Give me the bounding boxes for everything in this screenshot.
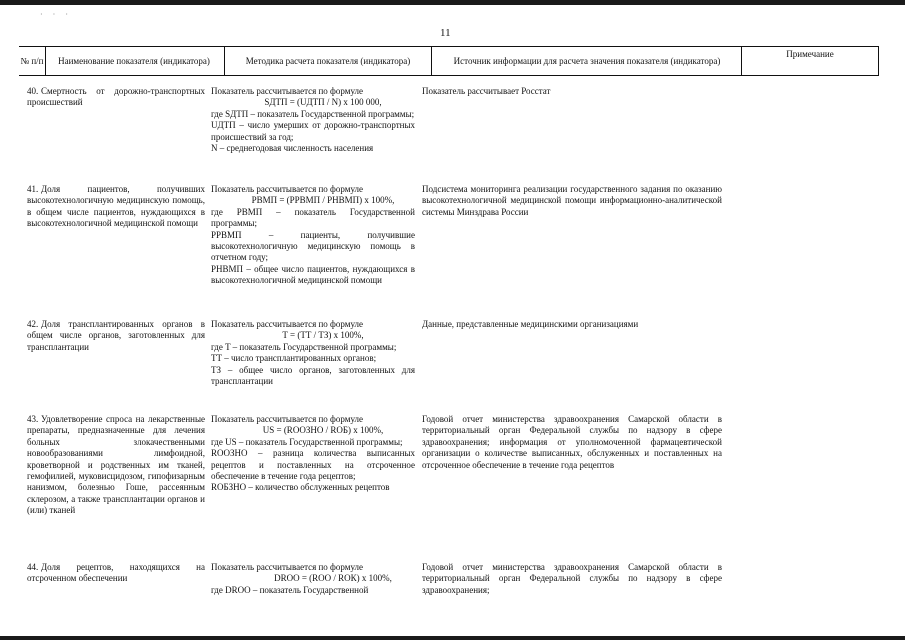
method-line: где SДТП – показатель Государственной программы; — [211, 108, 415, 119]
method-intro: Показатель рассчитывается по формуле — [211, 319, 364, 329]
method-line: UДТП – число умерших от дорожно-транспортных происшествий за год; — [211, 120, 415, 142]
indicator-name: Доля трансплантированных органов в общем числе органов, заготовленных для трансплантации — [27, 319, 205, 352]
row-number: 44. — [27, 562, 39, 572]
bottom-border — [0, 636, 905, 640]
header-name: Наименование показателя (индикатора) — [58, 55, 210, 66]
formula: T = (TТ / TЗ) x 100%, — [282, 330, 364, 341]
method-intro: Показатель рассчитывается по формуле — [211, 86, 364, 96]
method-intro: Показатель рассчитывается по формуле — [211, 414, 364, 424]
method-intro: Показатель рассчитывается по формуле — [211, 184, 364, 194]
indicator-name: Смертность от дорожно-транспортных происшествий — [27, 86, 205, 108]
method-line: где DRОО – показатель Государственной — [211, 584, 369, 595]
source-cell: Подсистема мониторинга реализации государственного задания по оказанию высокотехнологичной медицинской помощи информационно-аналитической системы Минздрава России — [422, 184, 722, 217]
scan-specks: · · · — [40, 10, 72, 19]
method-line: где T – показатель Государственной программы; — [211, 341, 397, 352]
page-number: 11 — [440, 27, 451, 39]
source-cell: Годовой отчет министерства здравоохранения Самарской области в территориальный орган Федеральной службы по надзору в сфере здравоохранения; информация от уполномоченной фармацевтической организации о количестве выписанных, обслуженных и поставленных на отсроченное обеспечение в течение года рецептов — [422, 414, 722, 470]
header-source: Источник информации для расчета значения показателя (индикатора) — [453, 55, 721, 66]
indicator-name: Доля рецептов, находящихся на отсроченном обеспечении — [27, 562, 205, 584]
source-cell: Годовой отчет министерства здравоохранения Самарской области в территориальный орган Федеральной службы по надзору в сфере здравоохранения; — [422, 562, 722, 595]
method-line: где US – показатель Государственной программы; — [211, 436, 403, 447]
method-line: N – среднегодовая численность населения — [211, 143, 374, 154]
method-line: RООЗНО – разница количества выписанных рецептов и поставленных на отсроченное обеспечение в течение года рецептов; — [211, 448, 415, 482]
method-cell — [211, 319, 415, 387]
method-line: TЗ – общее число органов, заготовленных для трансплантации — [211, 364, 415, 387]
formula: DRОО = (RОО / RОК) x 100%, — [274, 573, 392, 584]
method-cell — [211, 414, 415, 494]
method-cell — [211, 184, 415, 287]
row-number: 41. — [27, 184, 39, 194]
row-number: 43. — [27, 414, 39, 424]
formula: SДТП = (UДТП / N) x 100 000, — [264, 97, 382, 108]
method-intro: Показатель рассчитывается по формуле — [211, 562, 364, 572]
formula: PВМП = (PPВМП / PНВМП) x 100%, — [251, 195, 395, 206]
formula: US = (RООЗНО / RОБ) x 100%, — [262, 425, 384, 436]
source-cell: Данные, представленные медицинскими организациями — [422, 319, 639, 329]
row-number: 42. — [27, 319, 39, 329]
top-border — [0, 0, 905, 5]
method-cell — [211, 562, 415, 596]
header-num: № п/п — [20, 55, 44, 66]
method-line: TТ – число трансплантированных органов; — [211, 353, 377, 364]
header-method: Методика расчета показателя (индикатора) — [245, 55, 411, 66]
row-number: 40. — [27, 86, 39, 96]
indicator-name: Доля пациентов, получивших высокотехнологичную медицинскую помощь, в общем числе пациентов, нуждающихся в высокотехнологичной медицинской помощи — [27, 184, 205, 229]
source-cell: Показатель рассчитывает Росстат — [422, 86, 551, 96]
header-note: Примечание — [786, 49, 834, 59]
method-line: где PВМП – показатель Государственной программы; — [211, 206, 415, 229]
method-line: PНВМП – общее число пациентов, нуждающихся в высокотехнологичной медицинской помощи — [211, 263, 415, 286]
method-line: PPВМП – пациенты, получившие высокотехнологичную медицинскую помощь в отчетном году; — [211, 229, 415, 263]
method-line: RОБЗНО – количество обслуженных рецептов — [211, 482, 390, 493]
method-cell — [211, 86, 415, 154]
table-header — [19, 46, 879, 76]
indicator-name: Удовлетворение спроса на лекарственные препараты, предназначенные для лечения больных злокачественными новообразованиями лимфоидной, кроветворной и родственных им тканей, гемофилией, муковисцидозом, гипофизарным нанизмом, болезнью Гоше, рассеянным склерозом, а также трансплантации органов и (или) тканей — [27, 414, 205, 516]
